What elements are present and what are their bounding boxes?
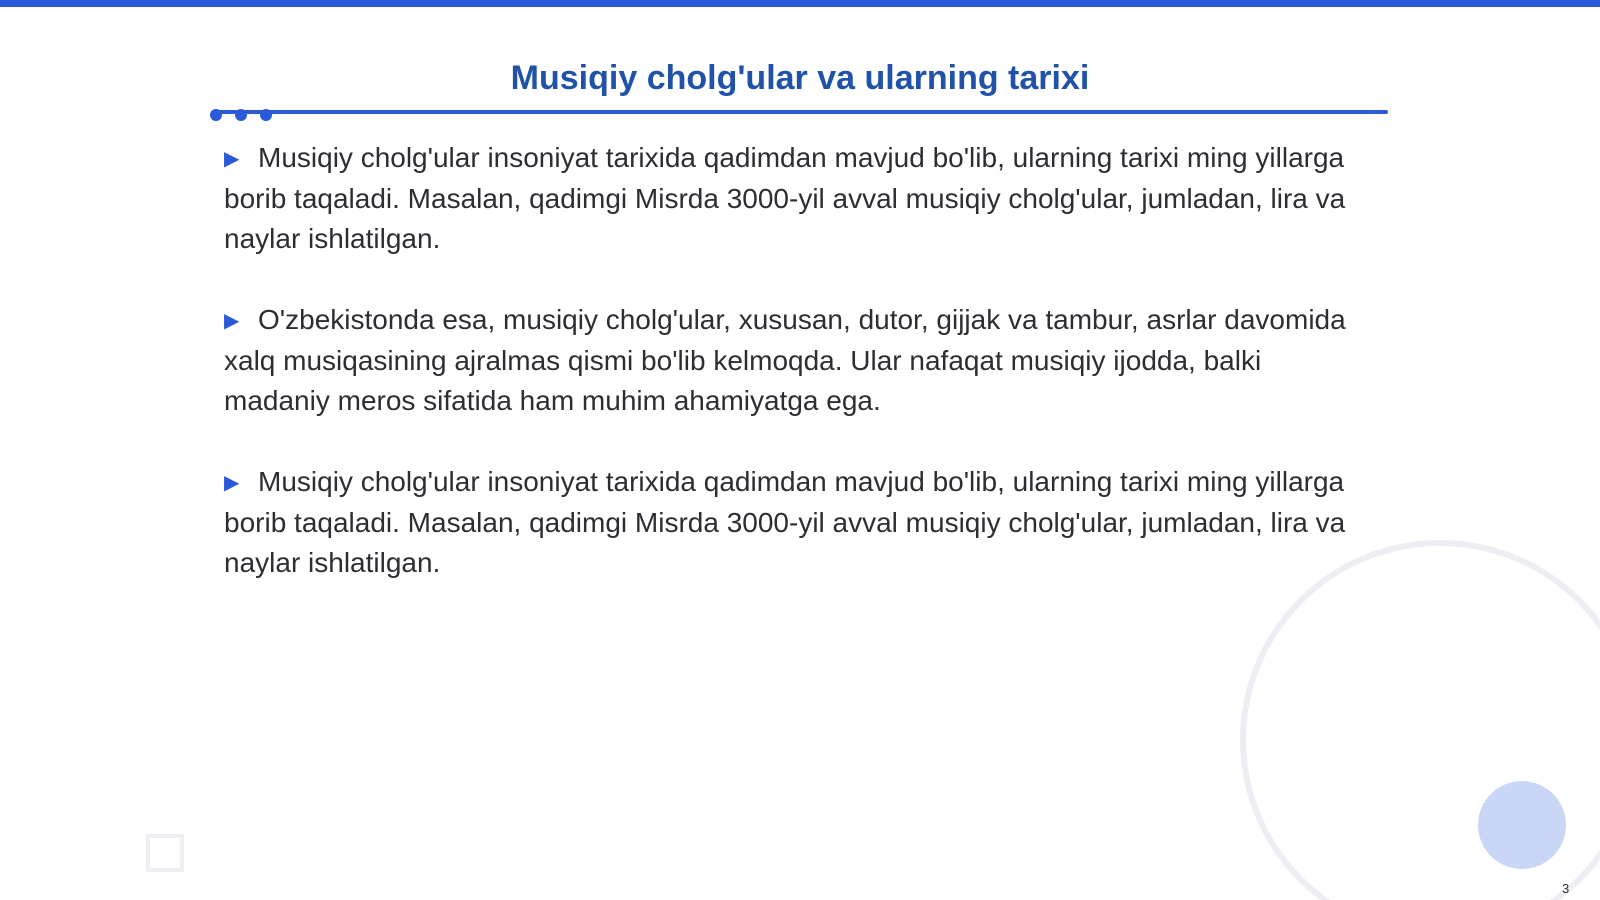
bullet-arrow-icon: ▶ (224, 148, 240, 170)
bullet-item-1 (224, 138, 1374, 259)
bullet-text-3: Musiqiy cholg'ular insoniyat tarixida qadimdan mavjud bo'lib, ularning tarixi ming yillarga borib taqaladi. Masalan, qadimgi Misrda 3000-yil avval musiqiy cholg'ular, jumladan, lira va naylar ishlatilgan. (224, 466, 1346, 578)
decor-square (146, 834, 184, 872)
bullet-item-2 (224, 300, 1374, 421)
slide-title: Musiqiy cholg'ular va ularning tarixi (510, 59, 1090, 97)
bullet-text-1: Musiqiy cholg'ular insoniyat tarixida qadimdan mavjud bo'lib, ularning tarixi ming yillarga borib taqaladi. Masalan, qadimgi Misrda 3000-yil avval musiqiy cholg'ular, jumladan, lira va naylar ishlatilgan. (224, 142, 1346, 254)
decor-dot-3 (260, 109, 272, 121)
bullet-item-3 (224, 462, 1374, 583)
decor-dot-1 (210, 109, 222, 121)
bullet-arrow-icon: ▶ (224, 472, 240, 494)
title-underline (212, 110, 1388, 114)
decor-dot-2 (235, 109, 247, 121)
page-number: 3 (1562, 881, 1570, 896)
bullet-list (224, 138, 1374, 624)
bullet-text-2: O'zbekistonda esa, musiqiy cholg'ular, xususan, dutor, gijjak va tambur, asrlar davomida xalq musiqasining ajralmas qismi bo'lib kelmoqda. Ular nafaqat musiqiy ijodda, balki madaniy meros sifatida ham muhim ahamiyatga ega. (224, 304, 1346, 416)
top-accent-bar (0, 0, 1600, 7)
decor-circle (1478, 781, 1566, 869)
bullet-arrow-icon: ▶ (224, 310, 240, 332)
